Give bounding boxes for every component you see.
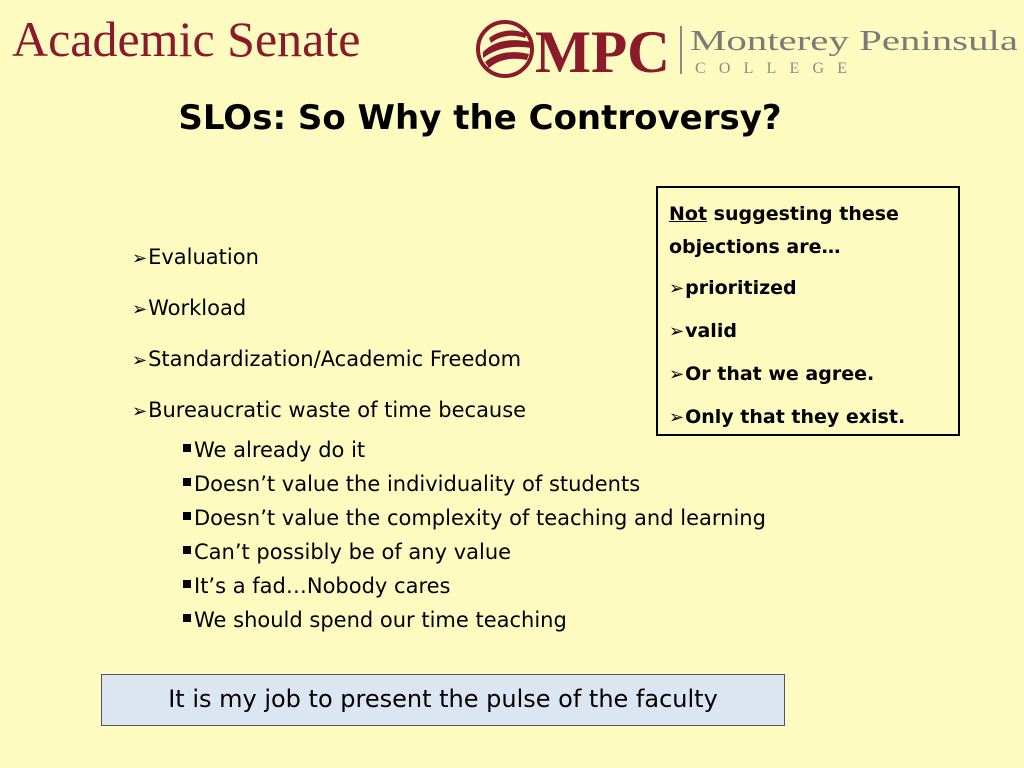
sub-bullet	[183, 467, 766, 501]
mpc-seal-icon	[478, 22, 532, 76]
arrow-bullet-icon: ➢	[132, 299, 148, 320]
mpc-wordmark: MPC	[535, 19, 670, 80]
arrow-bullet-icon: ➢	[669, 278, 685, 299]
bullet-label: Workload	[148, 296, 247, 320]
callout-not-word: Not	[669, 203, 708, 225]
bullet-workload	[132, 291, 526, 342]
square-bullet-icon	[183, 580, 191, 588]
footer-statement: It is my job to present the pulse of the faculty	[101, 674, 785, 726]
callout-item	[669, 396, 948, 439]
square-bullet-icon	[183, 444, 191, 452]
sub-bullet-label: Can’t possibly be of any value	[194, 540, 512, 564]
arrow-bullet-icon: ➢	[132, 401, 148, 422]
square-bullet-icon	[183, 614, 191, 622]
square-bullet-icon	[183, 546, 191, 554]
callout-heading-text: suggesting these objections are…	[669, 203, 899, 258]
callout-list	[669, 267, 948, 439]
callout-item	[669, 310, 948, 353]
callout-heading	[669, 198, 948, 264]
sub-bullet	[183, 501, 766, 535]
sub-bullet-label: We should spend our time teaching	[194, 608, 567, 632]
sub-bullet-list	[183, 433, 766, 637]
college-name-line1: Monterey Peninsula	[690, 25, 1019, 57]
arrow-bullet-icon: ➢	[669, 407, 685, 428]
callout-item-label: Only that they exist.	[685, 406, 906, 428]
mpc-logo	[475, 18, 1020, 80]
main-bullet-list	[132, 240, 526, 444]
college-name-line2: COLLEGE	[695, 60, 847, 77]
bullet-evaluation	[132, 240, 526, 291]
callout-item-label: valid	[685, 320, 737, 342]
sub-bullet	[183, 535, 766, 569]
square-bullet-icon	[183, 512, 191, 520]
bullet-label: Standardization/Academic Freedom	[148, 347, 522, 371]
callout-item-label: prioritized	[685, 277, 797, 299]
sub-bullet	[183, 569, 766, 603]
sub-bullet	[183, 603, 766, 637]
sub-bullet-label: We already do it	[194, 438, 366, 462]
callout-item-label: Or that we agree.	[685, 363, 875, 385]
square-bullet-icon	[183, 478, 191, 486]
arrow-bullet-icon: ➢	[669, 321, 685, 342]
senate-title: Academic Senate	[12, 11, 361, 67]
callout-item	[669, 267, 948, 310]
sub-bullet-label: Doesn’t value the individuality of students	[194, 472, 641, 496]
sub-bullet-label: Doesn’t value the complexity of teaching and learning	[194, 506, 766, 530]
callout-item	[669, 353, 948, 396]
bullet-standardization	[132, 342, 526, 393]
slide-title: SLOs: So Why the Controversy?	[178, 98, 782, 138]
callout-box	[656, 186, 960, 436]
arrow-bullet-icon: ➢	[669, 364, 685, 385]
sub-bullet-label: It’s a fad…Nobody cares	[194, 574, 451, 598]
arrow-bullet-icon: ➢	[132, 248, 148, 269]
arrow-bullet-icon: ➢	[132, 350, 148, 371]
bullet-label: Bureaucratic waste of time because	[148, 398, 527, 422]
logo-divider	[680, 26, 682, 74]
bullet-label: Evaluation	[148, 245, 259, 269]
